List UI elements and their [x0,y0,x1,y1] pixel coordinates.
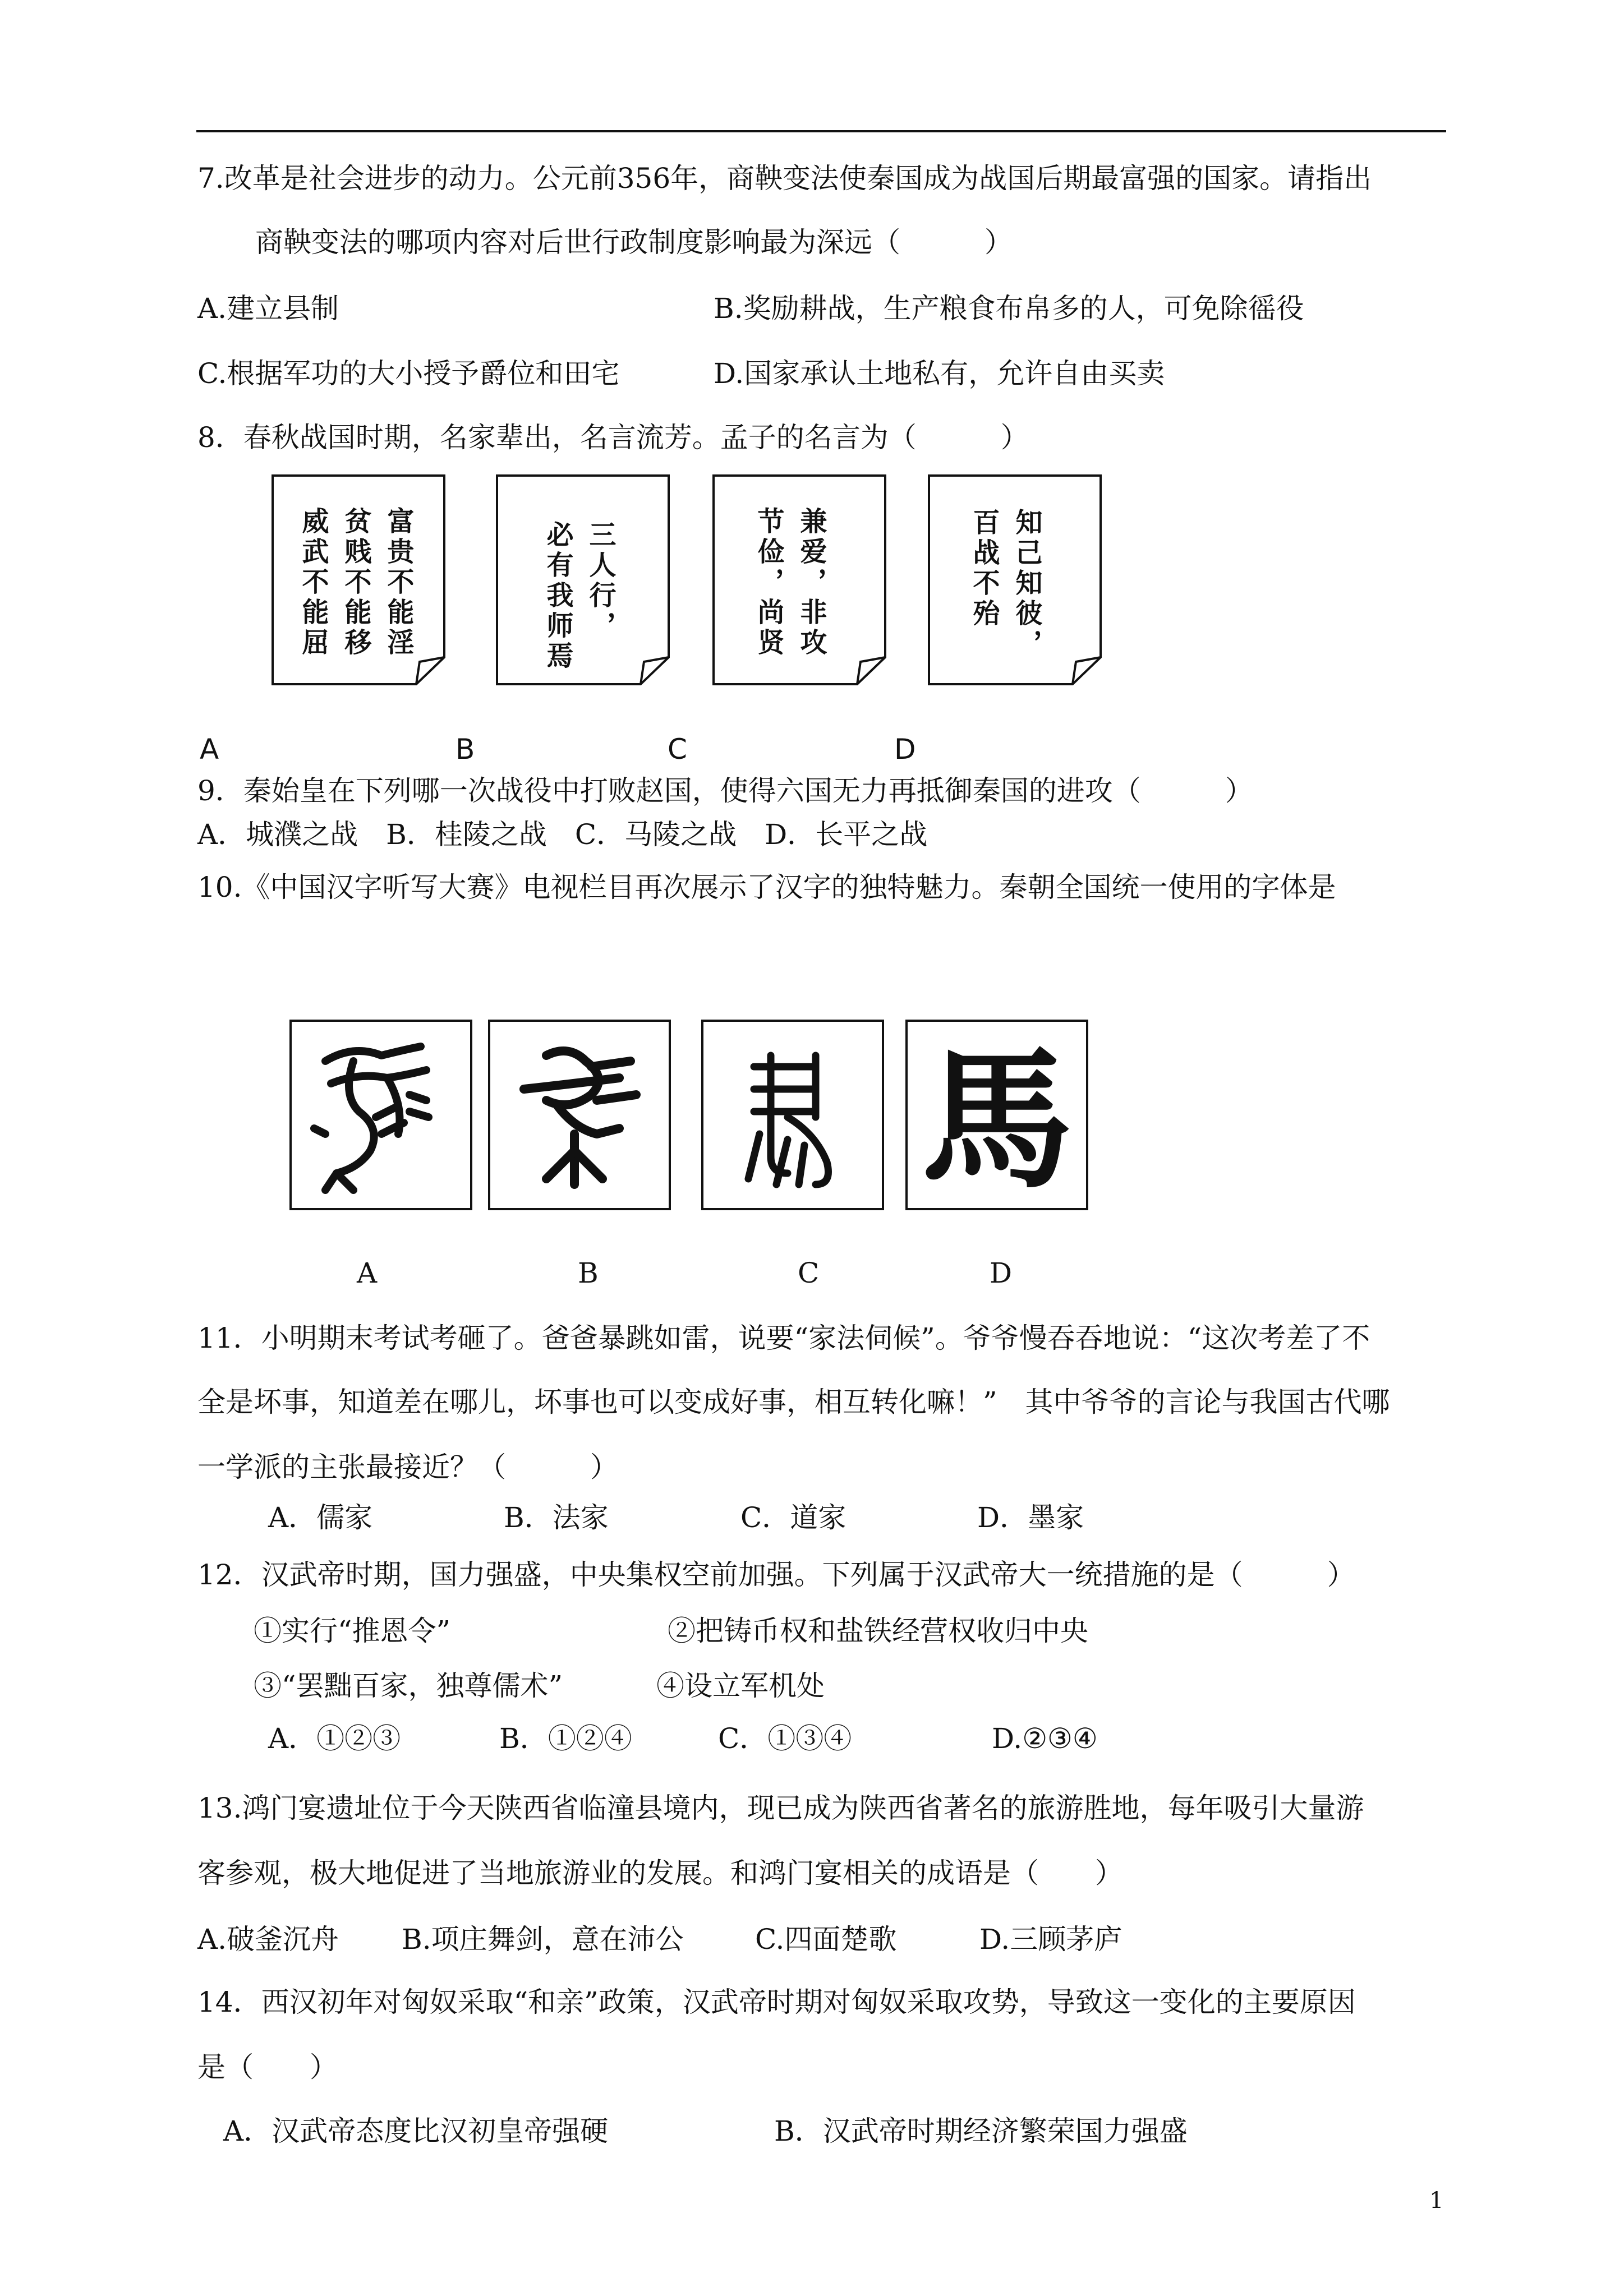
q10-label-d: D [990,1257,1013,1289]
q10-label-c: C [798,1257,820,1289]
q12-option-c: C．①③④ [718,1722,852,1755]
q13-option-c: C.四面楚歌 [755,1923,897,1956]
q8-card-d [928,474,1102,685]
q14-option-a: A．汉武帝态度比汉初皇帝强硬 [223,2115,609,2147]
q13-option-d: D.三顾茅庐 [979,1923,1122,1956]
q13-option-a: A.破釜沉舟 [197,1923,339,1956]
q8-label-b: B [456,733,475,766]
oracle-bone-horse-glyph [292,1022,470,1208]
card-b-col1: 三人行， [585,520,616,642]
q9-stem: 9．秦始皇在下列哪一次战役中打败赵国，使得六国无力再抵御秦国的进攻（ ） [197,774,1253,807]
q8-label-d: D [894,733,916,766]
script-b-bronze [488,1020,671,1210]
q7-stem-line2: 商鞅变法的哪项内容对后世行政制度影响最为深远（ ） [255,226,1013,259]
q7-option-a: A.建立县制 [197,292,339,325]
q11-line1: 11．小明期末考试考砸了。爸爸暴跳如雷，说要“家法伺候”。爷爷慢吞吞地说：“这次考差了不 [197,1322,1370,1354]
q12-item-1: ①实行“推恩令” [254,1615,451,1647]
header-rule [196,130,1446,132]
q11-option-a: A．儒家 [268,1501,373,1534]
card-d-col2: 百战不殆 [968,508,1000,629]
q8-label-c: C [668,733,687,766]
page-number: 1 [1429,2188,1444,2214]
q11-line3: 一学派的主张最接近？（ ） [197,1451,618,1483]
card-d-col1: 知己知彼， [1011,508,1042,660]
card-c-col2: 节俭，尚贤 [753,507,784,658]
q13-option-b: B.项庄舞剑，意在沛公 [402,1923,684,1956]
card-b-col2: 必有我师焉 [542,520,573,672]
bronze-inscription-horse-glyph [490,1022,669,1208]
q8-label-a: A [200,733,219,766]
card-a-col3: 威武不能屈 [297,507,329,658]
script-c-small-seal [701,1020,884,1210]
q11-line2: 全是坏事，知道差在哪儿，坏事也可以变成好事，相互转化嘛！” 其中爷爷的言论与我国古代哪 [197,1386,1390,1418]
q10-label-a: A [357,1257,378,1289]
q11-option-d: D．墨家 [977,1501,1084,1534]
q8-stem: 8．春秋战国时期，名家辈出，名言流芳。孟子的名言为（ ） [197,421,1029,454]
q13-line2: 客参观，极大地促进了当地旅游业的发展。和鸿门宴相关的成语是（ ） [197,1857,1123,1889]
q9-options: A．城濮之战 B．桂陵之战 C．马陵之战 D．长平之战 [197,818,928,851]
q7-option-c: C.根据军功的大小授予爵位和田宅 [197,357,620,390]
q12-stem: 12．汉武帝时期，国力强盛，中央集权空前加强。下列属于汉武帝大一统措施的是（ ） [197,1559,1355,1591]
q12-item-4: ④设立军机处 [656,1670,825,1702]
q10-label-b: B [578,1257,599,1289]
q7-stem-line1: 7.改革是社会进步的动力。公元前356年，商鞅变法使秦国成为战国后期最富强的国家。请指出 [197,162,1372,195]
q11-option-c: C．道家 [740,1501,846,1534]
q12-item-2: ②把铸币权和盐铁经营权收归中央 [668,1615,1088,1647]
q11-option-b: B．法家 [504,1501,609,1534]
card-a-col1: 富贵不能淫 [383,507,414,658]
q12-option-b: B．①②④ [499,1722,632,1755]
small-seal-horse-glyph [703,1022,882,1208]
q12-item-3: ③“罢黜百家，独尊儒术” [254,1670,563,1702]
q14-line1: 14．西汉初年对匈奴采取“和亲”政策，汉武帝时期对匈奴采取攻势，导致这一变化的主要原因 [197,1986,1356,2018]
q12-option-a: A．①②③ [268,1722,401,1755]
glyph-d-text: 馬 [921,1031,1073,1208]
q13-line1: 13.鸿门宴遗址位于今天陕西省临潼县境内，现已成为陕西省著名的旅游胜地，每年吸引大量游 [197,1792,1364,1824]
q12-option-d: D.②③④ [992,1722,1098,1755]
q8-card-b [496,474,670,685]
q8-card-c [712,474,886,685]
script-a-oracle-bone [289,1020,472,1210]
q7-option-b: B.奖励耕战，生产粮食布帛多的人，可免除徭役 [714,292,1304,325]
note-card-shape [496,474,670,685]
q10-stem: 10.《中国汉字听写大赛》电视栏目再次展示了汉字的独特魅力。秦朝全国统一使用的字体是 [197,871,1336,903]
script-d-clerical [905,1020,1088,1210]
q14-option-b: B．汉武帝时期经济繁荣国力强盛 [774,2115,1188,2147]
card-a-col2: 贫贱不能移 [340,507,371,658]
clerical-script-horse-glyph [908,1022,1086,1208]
card-c-col1: 兼爱，非攻 [795,507,827,658]
q14-line2: 是（ ） [197,2051,338,2083]
q7-option-d: D.国家承认土地私有，允许自由买卖 [714,357,1165,390]
q8-card-a [272,474,445,685]
